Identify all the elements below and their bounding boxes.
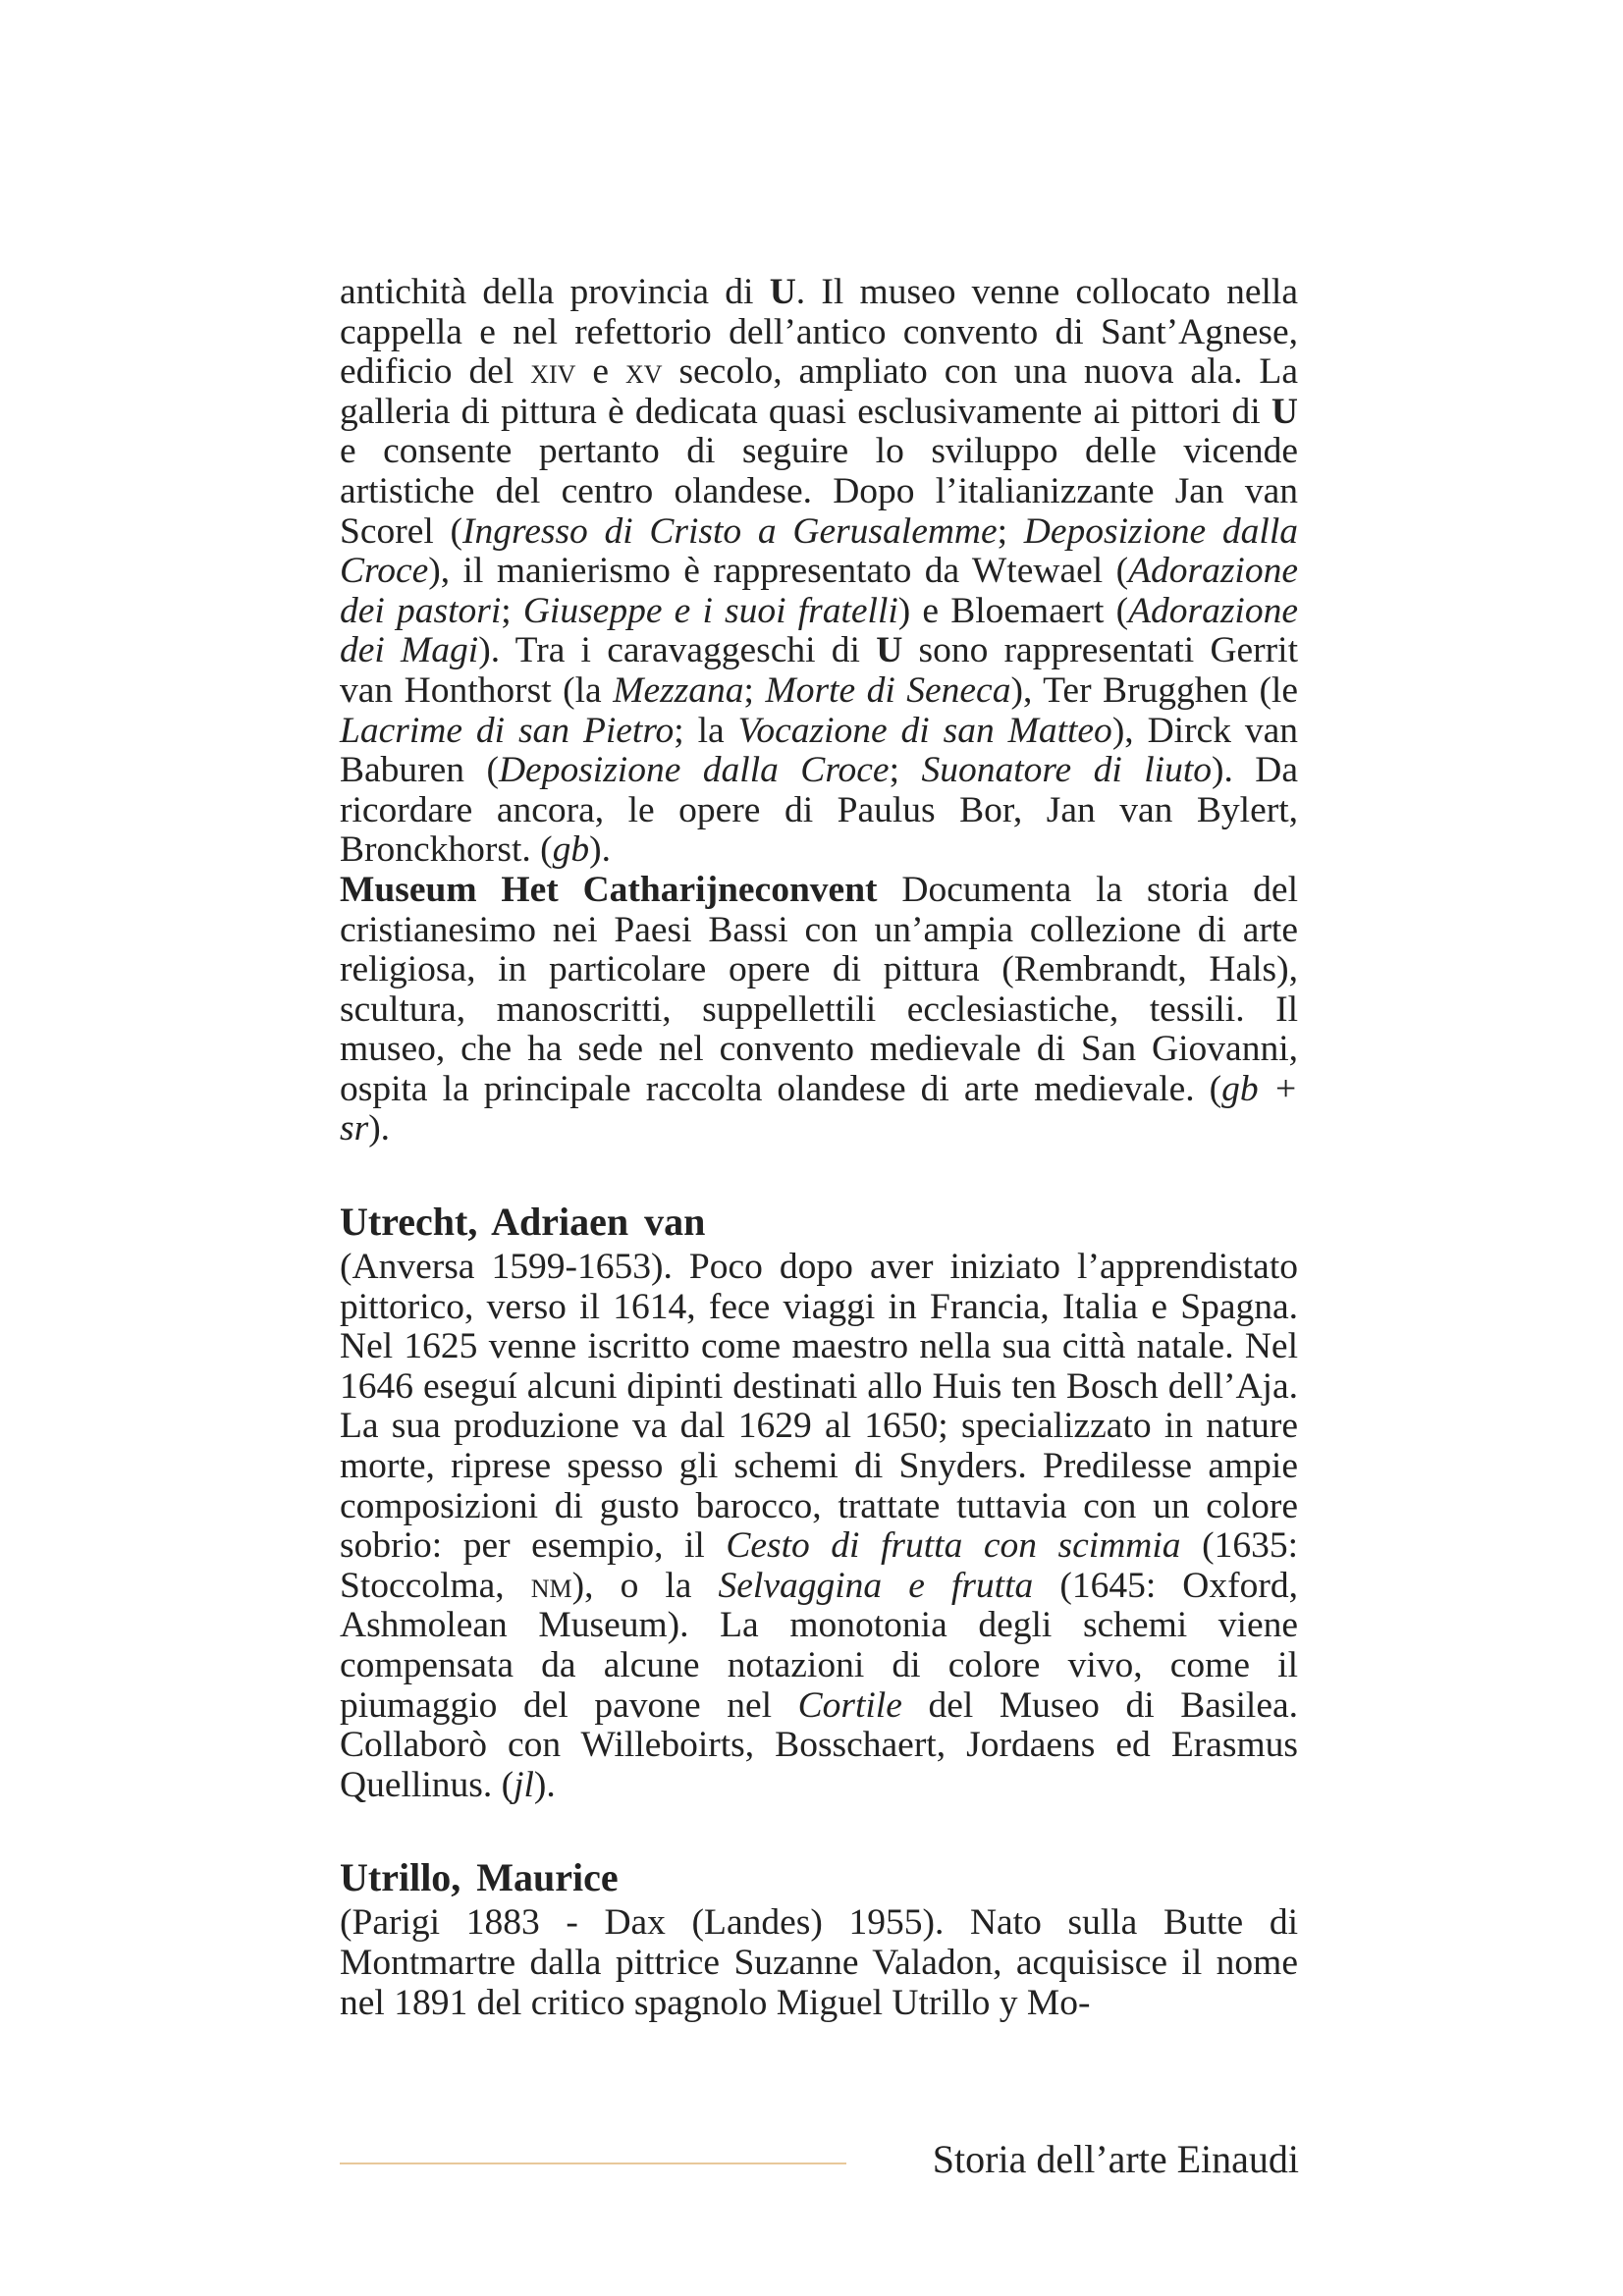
text-run: (Parigi 1883 - Dax (Landes) 1955). Nato sulla Butte di Montmartre dalla pittrice Suzanne Valadon, acquisisce il nome nel 1891 del critico spagnolo Miguel Utrillo y Mo- (340, 1902, 1298, 2023)
author-initials: jl (514, 1764, 534, 1805)
text-run: ), o la (571, 1565, 719, 1606)
text-run: ; (743, 669, 766, 711)
artwork-title: Giuseppe e i suoi fratelli (522, 590, 898, 631)
artwork-title: Deposizione dalla Croce (340, 510, 1298, 592)
artwork-title: Vocazione di san Matteo (737, 710, 1112, 751)
text-run: Documenta la storia del cristianesimo nei Paesi Bassi con un’ampia collezione di arte religiosa, in particolare opere di pittura (Rembrandt, Hals), scultura, manoscritti, suppellettili ecclesiastiche, tessili. Il museo, che ha sede nel convento medievale di San Giovanni, ospita la principale raccolta olandese di arte medievale. ( (340, 869, 1298, 1109)
intro-paragraph (340, 273, 1298, 871)
artwork-title: Selvaggina e frutta (718, 1565, 1034, 1606)
text-run: e (575, 351, 625, 393)
entry-body-utrillo (340, 1903, 1298, 2023)
article-body (340, 273, 1298, 2023)
museum-name: Museum Het Catharijneconvent (340, 869, 878, 910)
entry-body-utrecht (340, 1248, 1298, 1805)
author-initials: gb + sr (340, 1068, 1298, 1149)
artwork-title: Cortile (797, 1684, 902, 1726)
text-run: del Museo di Basilea. Collaborò con Willeboirts, Bosschaert, Jordaens ed Erasmus Quellinus. ( (340, 1684, 1298, 1805)
artwork-title: Cesto di frutta con scimmia (726, 1525, 1181, 1567)
text-run: (Anversa 1599-1653). Poco dopo aver iniziato l’apprendistato pittorico, verso il 1614, fece viaggi in Francia, Italia e Spagna. Nel 1625 venne iscritto come maestro nella sua città natale. Nel 1646 eseguí alcuni dipinti destinati allo Huis ten Bosch dell’Aja. La sua produzione va dal 1629 al 1650; specializzato in nature morte, riprese spesso gli schemi di Snyders. Predilesse ampie composizioni di gusto barocco, trattate tuttavia con un colore sobrio: per esempio, il (340, 1247, 1298, 1567)
text-run: ). Tra i caravaggeschi di (478, 630, 877, 671)
artwork-title: Suonatore di liuto (921, 750, 1212, 791)
city-abbreviation: U (769, 272, 796, 312)
city-abbreviation: U (876, 630, 903, 671)
museum-paragraph (340, 871, 1298, 1149)
text-run: ) e Bloemaert ( (897, 590, 1129, 631)
text-run: antichità della provincia di (340, 272, 770, 312)
text-run: ), Ter Brugghen (le (1010, 669, 1298, 711)
city-abbreviation: U (1271, 391, 1298, 432)
author-initials: gb (552, 829, 590, 871)
text-run: ; (501, 590, 523, 631)
artwork-title: Mezzana (613, 669, 744, 711)
artwork-title: Ingresso di Cristo a Gerusalemme (462, 510, 998, 552)
text-run: sono rappresentati Gerrit van Honthorst (la (340, 630, 1298, 711)
century-numeral: xiv (530, 351, 576, 393)
artwork-title: Adorazione dei pastori (340, 551, 1298, 631)
text-run: ). (533, 1764, 556, 1805)
artwork-title: Adorazione dei Magi (340, 590, 1298, 671)
text-run: ; (997, 510, 1024, 552)
text-run: (1635: Stoccolma, (340, 1525, 1298, 1606)
text-run: ), Dirck van Baburen ( (340, 710, 1298, 791)
text-run: ; la (674, 710, 738, 751)
text-run: ). Da ricordare ancora, le opere di Paulus Bor, Jan van Bylert, Bronckhorst. ( (340, 750, 1299, 871)
text-run: (1645: Oxford, Ashmolean Museum). La monotonia degli schemi viene compensata da alcune notazioni di colore vivo, come il piumaggio del pavone nel (340, 1565, 1298, 1726)
text-run: secolo, ampliato con una nuova ala. La galleria di pittura è dedicata quasi esclusivamente ai pittori di (340, 351, 1298, 432)
artwork-title: Lacrime di san Pietro (340, 710, 675, 751)
artwork-title: Deposizione dalla Croce (498, 750, 890, 791)
text-run: . Il museo venne collocato nella cappella e nel refettorio dell’antico convento di Sant’Agnese, edificio del (340, 272, 1298, 393)
century-numeral: xv (624, 351, 663, 393)
text-run: ). (589, 829, 612, 871)
museum-abbreviation: nm (530, 1565, 572, 1606)
text-run: ; (889, 750, 922, 791)
text-run: e consente pertanto di seguire lo sviluppo delle vicende artistiche del centro olandese. Dopo l’italianizzante Jan van Scorel ( (340, 431, 1298, 552)
text-run: ). (368, 1108, 391, 1149)
footer-rule (340, 2163, 846, 2164)
artwork-title: Morte di Seneca (765, 669, 1011, 711)
entry-heading-utrillo: Utrillo, Maurice (340, 1855, 619, 1900)
entry-heading-utrecht: Utrecht, Adriaen van (340, 1200, 706, 1245)
footer-book-title: Storia dell’arte Einaudi (932, 2137, 1299, 2181)
text-run: ), il manierismo è rappresentato da Wtewael ( (428, 551, 1129, 592)
